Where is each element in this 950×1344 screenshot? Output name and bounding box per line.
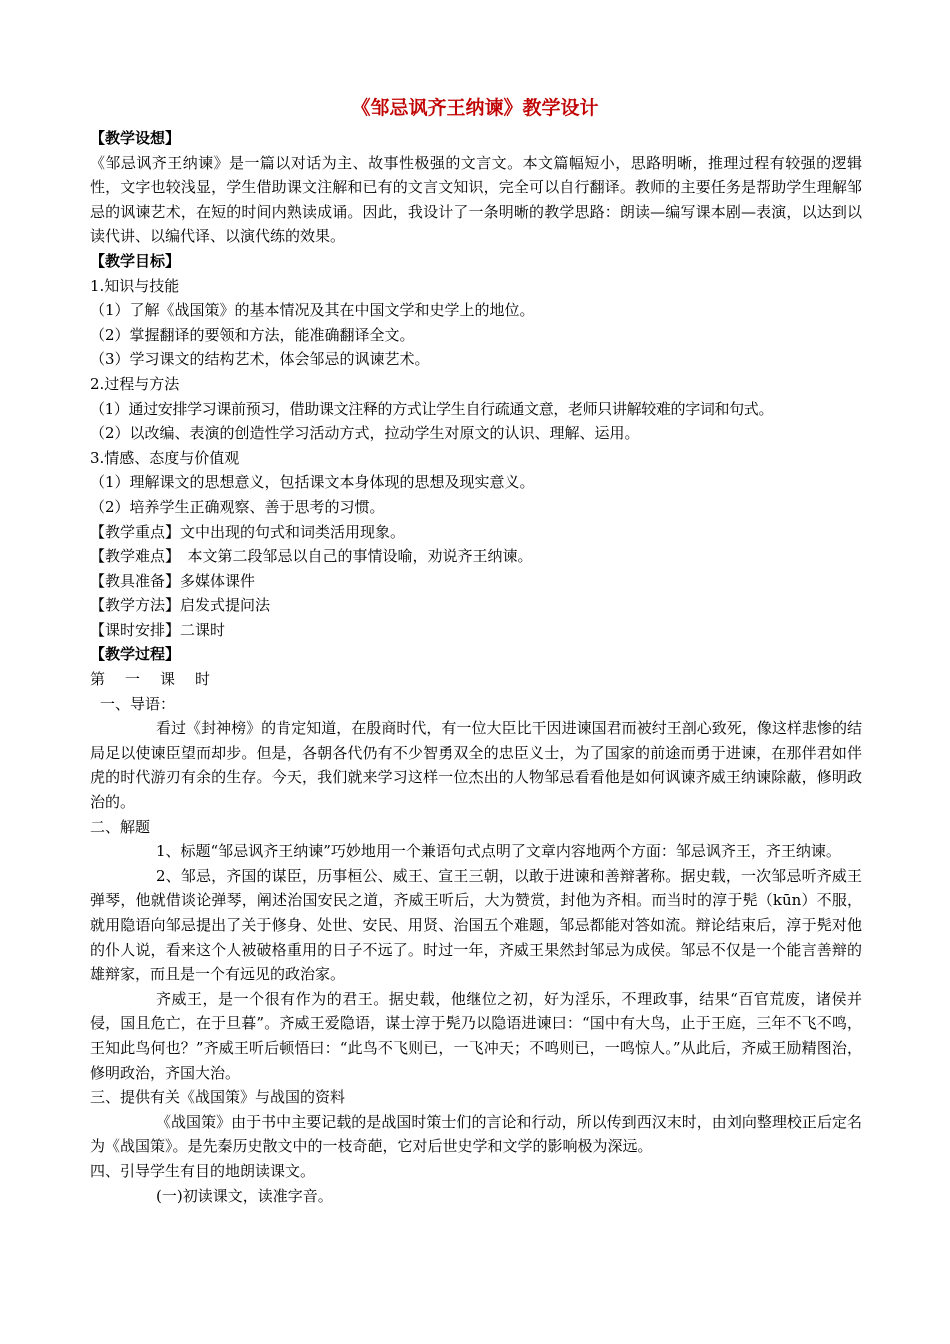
paragraph-p2: 《邹忌讽齐王纳谏》是一篇以对话为主、故事性极强的文言文。本文篇幅短小，思路明晰，推理过程有较强的逻辑性，文字也较浅显，学生借助课文注解和已有的文言文知识，完全可以自行翻译。教师的主要任务是帮助学生理解邹忌的讽谏艺术，在短的时间内熟读成诵。因此，我设计了一条明晰的教学思路：朗读—编写课本剧—表演，以达到以读代讲、以编代译、以演代练的效果。 <box>90 153 862 246</box>
paragraph-p13: （2）培养学生正确观察、善于思考的习惯。 <box>90 497 385 516</box>
paragraph-p21: 一、导语： <box>100 694 176 713</box>
paragraph-p10: （2）以改编、表演的创造性学习活动方式，拉动学生对原文的认识、理解、运用。 <box>90 424 640 443</box>
paragraph-p30: (一)初读课文，读准字音。 <box>156 1186 333 1205</box>
paragraph-p15: 【教学难点】 本文第二段邹忌以自己的事情设喻，劝说齐王纳谏。 <box>90 547 533 566</box>
paragraph-p16: 【教具准备】多媒体课件 <box>90 571 256 590</box>
paragraph-p11: 3.情感、态度与价值观 <box>90 448 240 467</box>
paragraph-p5: （1）了解《战国策》的基本情况及其在中国文学和史学上的地位。 <box>90 301 535 320</box>
paragraph-p25: 2、邹忌，齐国的谋臣，历事桓公、威王、宣王三朝，以敢于进谏和善辩著称。据史载，一次邹忌听齐威王弹琴，他就借谈论弹琴，阐述治国安民之道，齐威王听后，大为赞赏，封他为齐相。而当时的淳于髡（kūn）不服，就用隐语向邹忌提出了关于修身、处世、安民、用贤、治国五个难题，邹忌都能对答如流。辩论结束后，淳于髡对他的仆人说，看来这个人被破格重用的日子不远了。时过一年，齐威王果然封邹忌为成侯。邹忌不仅是一个能言善辩的雄辩家，而且是一个有远见的政治家。 <box>90 866 862 984</box>
document-title: 《邹忌讽齐王纳谏》教学设计 <box>351 97 599 119</box>
paragraph-p27: 三、提供有关《战国策》与战国的资料 <box>90 1088 346 1107</box>
paragraph-p23: 二、解题 <box>90 817 151 836</box>
paragraph-p6: （2）掌握翻译的要领和方法，能准确翻译全文。 <box>90 325 415 344</box>
paragraph-p1: 【教学设想】 <box>90 129 181 147</box>
paragraph-p9: （1）通过安排学习课前预习，借助课文注释的方式让学生自行疏通文意，老师只讲解较难的字词和句式。 <box>90 399 774 418</box>
paragraph-p20: 第一课时 <box>90 670 231 689</box>
paragraph-p7: （3）学习课文的结构艺术，体会邹忌的讽谏艺术。 <box>90 350 430 369</box>
paragraph-p18: 【课时安排】二课时 <box>90 620 226 639</box>
paragraph-p24: 1、标题“邹忌讽齐王纳谏”巧妙地用一个兼语句式点明了文章内容地两个方面：邹忌讽齐王，齐王纳谏。 <box>156 842 841 861</box>
paragraph-p22: 看过《封神榜》的肯定知道，在殷商时代，有一位大臣比干因进谏国君而被纣王剖心致死，像这样悲惨的结局足以使谏臣望而却步。但是，各朝各代仍有不少智勇双全的忠臣义士，为了国家的前途而勇于进谏，在那伴君如伴虎的时代游刃有余的生存。今天，我们就来学习这样一位杰出的人物邹忌看看他是如何讽谏齐威王纳谏除蔽，修明政治的。 <box>90 719 862 812</box>
paragraph-p12: （1）理解课文的思想意义，包括课文本身体现的思想及现实意义。 <box>90 473 535 492</box>
paragraph-p29: 四、引导学生有目的地朗读课文。 <box>90 1161 316 1180</box>
paragraph-p26: 齐威王，是一个很有作为的君王。据史载，他继位之初，好为淫乐，不理政事，结果“百官荒废，诸侯并侵，国且危亡，在于旦暮”。齐威王爱隐语，谋士淳于髡乃以隐语进谏曰：“国中有大鸟，止于王庭，三年不飞不鸣，王知此鸟何也？”齐威王听后顿悟曰：“此鸟不飞则已，一飞冲天；不鸣则已，一鸣惊人。”从此后，齐威王励精图治，修明政治，齐国大治。 <box>90 989 862 1082</box>
paragraph-p4: 1.知识与技能 <box>90 276 180 295</box>
paragraph-p14: 【教学重点】文中出现的句式和词类活用现象。 <box>90 522 406 541</box>
paragraph-p3: 【教学目标】 <box>90 251 181 270</box>
paragraph-p17: 【教学方法】启发式提问法 <box>90 596 271 615</box>
paragraph-p8: 2.过程与方法 <box>90 374 180 393</box>
paragraph-p19: 【教学过程】 <box>90 645 181 664</box>
document-body <box>90 126 950 1208</box>
paragraph-p28: 《战国策》由于书中主要记载的是战国时策士们的言论和行动，所以传到西汉末时，由刘向整理校正后定名为《战国策》。是先秦历史散文中的一枝奇葩，它对后世史学和文学的影响极为深远。 <box>90 1112 862 1156</box>
